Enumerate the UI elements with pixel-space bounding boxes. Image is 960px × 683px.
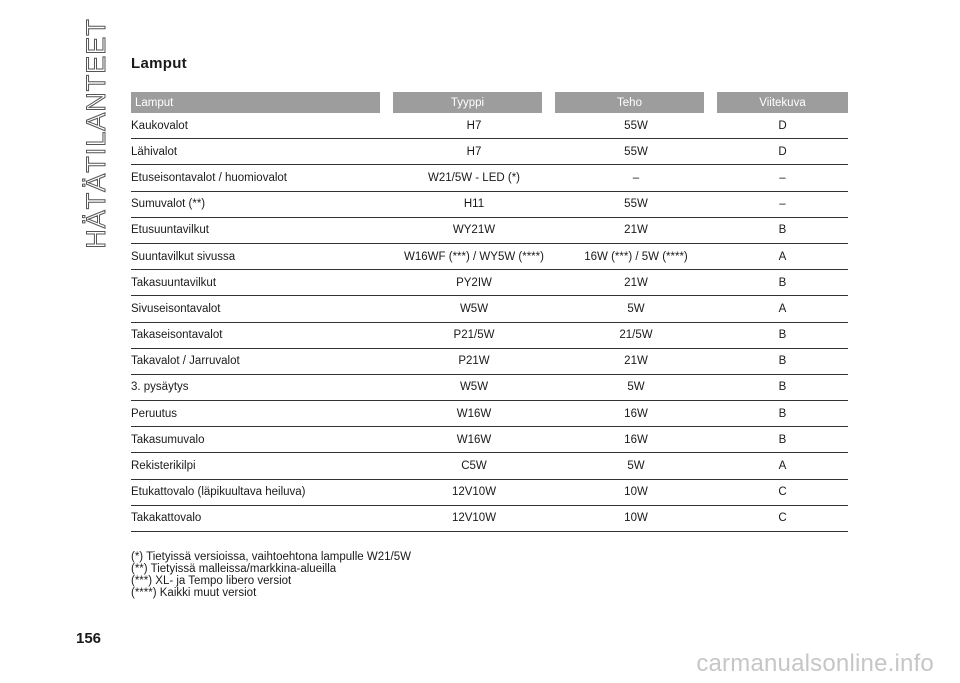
lamp-type-cell: W16WF (***) / WY5W (****) bbox=[393, 244, 555, 270]
lamp-table bbox=[131, 92, 848, 532]
lamp-name-cell: Suuntavilkut sivussa bbox=[131, 244, 393, 270]
lamp-type-cell: P21W bbox=[393, 349, 555, 375]
reference-cell: – bbox=[717, 165, 848, 191]
lamp-type-cell: W5W bbox=[393, 375, 555, 401]
chapter-side-title bbox=[76, 18, 116, 249]
lamp-name-cell: Takakattovalo bbox=[131, 506, 393, 532]
lamp-type-cell: W21/5W - LED (*) bbox=[393, 165, 555, 191]
header-power: Teho bbox=[555, 92, 717, 113]
reference-cell: A bbox=[717, 244, 848, 270]
table-row bbox=[131, 270, 848, 296]
table-row bbox=[131, 323, 848, 349]
table-row bbox=[131, 139, 848, 165]
header-reference: Viitekuva bbox=[717, 92, 848, 113]
lamp-power-cell: 55W bbox=[555, 139, 717, 165]
lamp-type-cell: 12V10W bbox=[393, 506, 555, 532]
table-row bbox=[131, 296, 848, 322]
lamp-power-cell: 10W bbox=[555, 506, 717, 532]
lamp-name-cell: Sumuvalot (**) bbox=[131, 192, 393, 218]
lamp-name-cell: Etusuuntavilkut bbox=[131, 218, 393, 244]
lamp-power-cell: 16W bbox=[555, 401, 717, 427]
table-row bbox=[131, 244, 848, 270]
lamp-power-cell: 5W bbox=[555, 375, 717, 401]
table-row bbox=[131, 349, 848, 375]
reference-cell: B bbox=[717, 323, 848, 349]
reference-cell: C bbox=[717, 480, 848, 506]
footnote: (*) Tietyissä versioissa, vaihtoehtona lampulle W21/5W bbox=[131, 551, 411, 563]
lamp-name-cell: Sivuseisontavalot bbox=[131, 296, 393, 322]
header-type: Tyyppi bbox=[393, 92, 555, 113]
lamp-power-cell: 16W (***) / 5W (****) bbox=[555, 244, 717, 270]
reference-cell: D bbox=[717, 113, 848, 139]
lamp-type-cell: H11 bbox=[393, 192, 555, 218]
reference-cell: B bbox=[717, 218, 848, 244]
lamp-type-cell: W16W bbox=[393, 427, 555, 453]
table-row bbox=[131, 427, 848, 453]
lamp-type-cell: H7 bbox=[393, 113, 555, 139]
reference-cell: B bbox=[717, 270, 848, 296]
reference-cell: C bbox=[717, 506, 848, 532]
reference-cell: B bbox=[717, 427, 848, 453]
table-row bbox=[131, 218, 848, 244]
table-row bbox=[131, 113, 848, 139]
lamp-power-cell: 21W bbox=[555, 349, 717, 375]
reference-cell: B bbox=[717, 401, 848, 427]
lamp-type-cell: W16W bbox=[393, 401, 555, 427]
page-number: 156 bbox=[76, 630, 102, 647]
lamp-power-cell: 21W bbox=[555, 270, 717, 296]
table-row bbox=[131, 375, 848, 401]
table-row bbox=[131, 192, 848, 218]
lamp-power-cell: 21/5W bbox=[555, 323, 717, 349]
lamp-type-cell: H7 bbox=[393, 139, 555, 165]
lamp-power-cell: 5W bbox=[555, 453, 717, 479]
lamp-power-cell: 55W bbox=[555, 192, 717, 218]
lamp-name-cell: Lähivalot bbox=[131, 139, 393, 165]
lamp-name-cell: Peruutus bbox=[131, 401, 393, 427]
reference-cell: – bbox=[717, 192, 848, 218]
lamp-type-cell: WY21W bbox=[393, 218, 555, 244]
lamp-type-cell: W5W bbox=[393, 296, 555, 322]
table-header-row bbox=[131, 92, 848, 113]
lamp-power-cell: 10W bbox=[555, 480, 717, 506]
footnote: (***) XL- ja Tempo libero versiot bbox=[131, 575, 292, 587]
chapter-title-text: HÄTÄTILANTEET bbox=[80, 18, 111, 249]
table-row bbox=[131, 165, 848, 191]
lamp-power-cell: – bbox=[555, 165, 717, 191]
reference-cell: D bbox=[717, 139, 848, 165]
lamp-type-cell: P21/5W bbox=[393, 323, 555, 349]
lamp-name-cell: 3. pysäytys bbox=[131, 375, 393, 401]
lamp-name-cell: Kaukovalot bbox=[131, 113, 393, 139]
lamp-type-cell: PY2IW bbox=[393, 270, 555, 296]
table-row bbox=[131, 401, 848, 427]
lamp-power-cell: 55W bbox=[555, 113, 717, 139]
lamp-name-cell: Takavalot / Jarruvalot bbox=[131, 349, 393, 375]
lamp-name-cell: Rekisterikilpi bbox=[131, 453, 393, 479]
lamp-name-cell: Etuseisontavalot / huomiovalot bbox=[131, 165, 393, 191]
lamp-type-cell: 12V10W bbox=[393, 480, 555, 506]
footnote: (**) Tietyissä malleissa/markkina-alueilla bbox=[131, 563, 337, 575]
reference-cell: B bbox=[717, 349, 848, 375]
table-row bbox=[131, 480, 848, 506]
reference-cell: A bbox=[717, 296, 848, 322]
footnote: (****) Kaikki muut versiot bbox=[131, 587, 257, 599]
lamp-name-cell: Takasumuvalo bbox=[131, 427, 393, 453]
watermark: carmanualsonline.info bbox=[696, 650, 934, 677]
lamp-power-cell: 21W bbox=[555, 218, 717, 244]
table-row bbox=[131, 453, 848, 479]
section-title: Lamput bbox=[131, 55, 187, 72]
footnotes bbox=[131, 551, 411, 599]
lamp-power-cell: 16W bbox=[555, 427, 717, 453]
lamp-name-cell: Takasuuntavilkut bbox=[131, 270, 393, 296]
lamp-power-cell: 5W bbox=[555, 296, 717, 322]
header-lamps: Lamput bbox=[131, 92, 393, 113]
lamp-type-cell: C5W bbox=[393, 453, 555, 479]
reference-cell: B bbox=[717, 375, 848, 401]
table-row bbox=[131, 506, 848, 532]
reference-cell: A bbox=[717, 453, 848, 479]
lamp-name-cell: Takaseisontavalot bbox=[131, 323, 393, 349]
lamp-name-cell: Etukattovalo (läpikuultava heiluva) bbox=[131, 480, 393, 506]
